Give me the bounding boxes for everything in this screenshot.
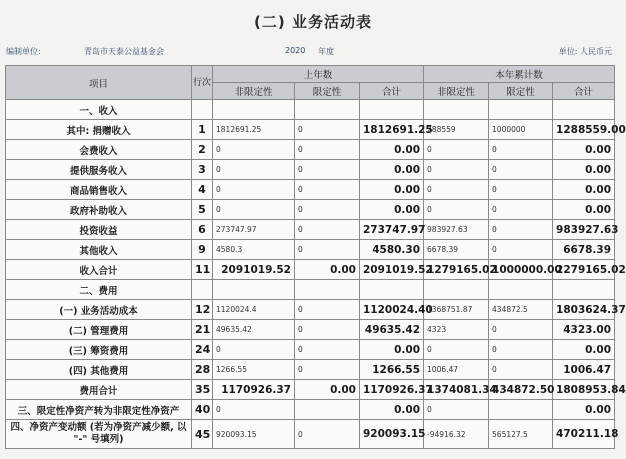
- report-year: 2020: [285, 46, 306, 55]
- cur-restricted: 1000000.00: [489, 260, 553, 280]
- row-item: 其他收入: [6, 240, 192, 260]
- cur-restricted: 1000000: [489, 120, 553, 140]
- empty-cell: [360, 100, 424, 120]
- empty-cell: [192, 280, 213, 300]
- table-row: [6, 180, 615, 200]
- row-line-number: 21: [192, 320, 213, 340]
- cur-unrestricted: 1368751.87: [424, 300, 489, 320]
- header-prev-restricted: 限定性: [295, 83, 360, 100]
- table-row: [6, 240, 615, 260]
- prev-total: 49635.42: [360, 320, 424, 340]
- row-item: 商品销售收入: [6, 180, 192, 200]
- row-item: 投资收益: [6, 220, 192, 240]
- table-row: [6, 300, 615, 320]
- prev-total: 1120024.40: [360, 300, 424, 320]
- table-row: [6, 200, 615, 220]
- prev-unrestricted: 0: [213, 200, 295, 220]
- prev-unrestricted: 4580.3: [213, 240, 295, 260]
- cur-restricted: 434872.50: [489, 380, 553, 400]
- table-row: [6, 280, 615, 300]
- currency-unit: 单位: 人民币元: [558, 47, 612, 56]
- row-line-number: 1: [192, 120, 213, 140]
- cur-total: 470211.18: [553, 420, 615, 449]
- prev-unrestricted: 49635.42: [213, 320, 295, 340]
- cur-restricted: 0: [489, 360, 553, 380]
- row-line-number: 11: [192, 260, 213, 280]
- empty-cell: [424, 280, 489, 300]
- cur-unrestricted: 0: [424, 200, 489, 220]
- prev-restricted: 0: [295, 160, 360, 180]
- cur-restricted: [489, 400, 553, 420]
- prev-total: 1170926.37: [360, 380, 424, 400]
- prev-restricted: [295, 400, 360, 420]
- prev-total: 2091019.52: [360, 260, 424, 280]
- row-line-number: 4: [192, 180, 213, 200]
- cur-unrestricted: 0: [424, 400, 489, 420]
- table-row: [6, 320, 615, 340]
- empty-cell: [295, 100, 360, 120]
- cur-total: 983927.63: [553, 220, 615, 240]
- empty-cell: [213, 100, 295, 120]
- cur-unrestricted: 0: [424, 140, 489, 160]
- prev-total: 1812691.25: [360, 120, 424, 140]
- table-row: [6, 360, 615, 380]
- prev-total: 0.00: [360, 160, 424, 180]
- table-row: [6, 120, 615, 140]
- header-cur-total: 合计: [553, 83, 615, 100]
- header-prev-total: 合计: [360, 83, 424, 100]
- prev-unrestricted: 1170926.37: [213, 380, 295, 400]
- year-unit: 年度: [318, 47, 334, 56]
- prev-restricted: 0: [295, 240, 360, 260]
- row-line-number: 3: [192, 160, 213, 180]
- empty-cell: [360, 280, 424, 300]
- row-item: 其中: 捐赠收入: [6, 120, 192, 140]
- cur-total: 2279165.02: [553, 260, 615, 280]
- empty-cell: [295, 280, 360, 300]
- cur-unrestricted: -94916.32: [424, 420, 489, 449]
- prev-restricted: 0: [295, 300, 360, 320]
- row-line-number: 6: [192, 220, 213, 240]
- row-item: 一、收入: [6, 100, 192, 120]
- header-prev-unrestricted: 非限定性: [213, 83, 295, 100]
- row-item: 会费收入: [6, 140, 192, 160]
- prev-total: 0.00: [360, 140, 424, 160]
- prev-total: 273747.97: [360, 220, 424, 240]
- cur-unrestricted: 1374081.34: [424, 380, 489, 400]
- prev-restricted: 0.00: [295, 260, 360, 280]
- cur-unrestricted: 1279165.02: [424, 260, 489, 280]
- prev-total: 920093.15: [360, 420, 424, 449]
- prev-unrestricted: 0: [213, 140, 295, 160]
- cur-total: 6678.39: [553, 240, 615, 260]
- cur-total: 0.00: [553, 180, 615, 200]
- cur-total: 0.00: [553, 340, 615, 360]
- cur-unrestricted: 288559: [424, 120, 489, 140]
- cur-total: 0.00: [553, 160, 615, 180]
- cur-restricted: 0: [489, 320, 553, 340]
- prev-restricted: 0: [295, 180, 360, 200]
- prev-restricted: 0: [295, 140, 360, 160]
- prev-total: 0.00: [360, 400, 424, 420]
- header-cur-restricted: 限定性: [489, 83, 553, 100]
- prev-unrestricted: 1812691.25: [213, 120, 295, 140]
- prev-restricted: 0: [295, 200, 360, 220]
- prev-restricted: 0: [295, 360, 360, 380]
- empty-cell: [192, 100, 213, 120]
- row-line-number: 24: [192, 340, 213, 360]
- cur-unrestricted: 6678.39: [424, 240, 489, 260]
- table-row: [6, 380, 615, 400]
- table-row: [6, 140, 615, 160]
- cur-total: 1288559.00: [553, 120, 615, 140]
- row-line-number: 45: [192, 420, 213, 449]
- cur-total: 1803624.37: [553, 300, 615, 320]
- row-item: 政府补助收入: [6, 200, 192, 220]
- empty-cell: [553, 100, 615, 120]
- empty-cell: [424, 100, 489, 120]
- header-cur-unrestricted: 非限定性: [424, 83, 489, 100]
- row-item: 四、净资产变动额 (若为净资产减少额, 以 "-" 号填列): [6, 420, 192, 449]
- row-item: 费用合计: [6, 380, 192, 400]
- prev-total: 0.00: [360, 200, 424, 220]
- row-item: (四) 其他费用: [6, 360, 192, 380]
- prev-restricted: 0: [295, 420, 360, 449]
- prev-total: 1266.55: [360, 360, 424, 380]
- cur-restricted: 0: [489, 200, 553, 220]
- row-item: (三) 筹资费用: [6, 340, 192, 360]
- row-line-number: 28: [192, 360, 213, 380]
- activity-table: [5, 65, 626, 449]
- prev-restricted: 0: [295, 220, 360, 240]
- empty-cell: [553, 280, 615, 300]
- prev-unrestricted: 0: [213, 160, 295, 180]
- prev-unrestricted: 2091019.52: [213, 260, 295, 280]
- cur-total: 1006.47: [553, 360, 615, 380]
- cur-restricted: 0: [489, 180, 553, 200]
- cur-unrestricted: 1006.47: [424, 360, 489, 380]
- row-line-number: 5: [192, 200, 213, 220]
- table-row: [6, 400, 615, 420]
- prev-total: 0.00: [360, 340, 424, 360]
- cur-total: 4323.00: [553, 320, 615, 340]
- header-current-year: 本年累计数: [424, 66, 615, 83]
- header-line: 行次: [192, 66, 213, 100]
- prev-total: 4580.30: [360, 240, 424, 260]
- cur-total: 0.00: [553, 140, 615, 160]
- cur-restricted: 0: [489, 240, 553, 260]
- row-item: 三、限定性净资产转为非限定性净资产: [6, 400, 192, 420]
- table-row: [6, 340, 615, 360]
- prev-total: 0.00: [360, 180, 424, 200]
- prev-unrestricted: 1266.55: [213, 360, 295, 380]
- row-line-number: 9: [192, 240, 213, 260]
- cur-unrestricted: 0: [424, 180, 489, 200]
- row-item: (二) 管理费用: [6, 320, 192, 340]
- cur-restricted: 0: [489, 340, 553, 360]
- row-item: 提供服务收入: [6, 160, 192, 180]
- cur-restricted: 0: [489, 140, 553, 160]
- cur-unrestricted: 0: [424, 340, 489, 360]
- empty-cell: [489, 100, 553, 120]
- org-label: 编制单位:: [6, 47, 41, 56]
- prev-unrestricted: 0: [213, 180, 295, 200]
- table-row: [6, 260, 615, 280]
- prev-restricted: 0: [295, 120, 360, 140]
- row-line-number: 35: [192, 380, 213, 400]
- report-title: (二) 业务活动表: [254, 13, 372, 31]
- table-row: [6, 160, 615, 180]
- cur-total: 1808953.84: [553, 380, 615, 400]
- row-line-number: 40: [192, 400, 213, 420]
- row-item: (一) 业务活动成本: [6, 300, 192, 320]
- prev-unrestricted: 0: [213, 400, 295, 420]
- cur-total: 0.00: [553, 400, 615, 420]
- cur-unrestricted: 983927.63: [424, 220, 489, 240]
- header-prev-year: 上年数: [213, 66, 424, 83]
- prev-unrestricted: 273747.97: [213, 220, 295, 240]
- empty-cell: [213, 280, 295, 300]
- empty-cell: [489, 280, 553, 300]
- cur-restricted: 434872.5: [489, 300, 553, 320]
- row-line-number: 2: [192, 140, 213, 160]
- row-line-number: 12: [192, 300, 213, 320]
- cur-unrestricted: 0: [424, 160, 489, 180]
- table-row: [6, 220, 615, 240]
- prev-unrestricted: 1120024.4: [213, 300, 295, 320]
- prev-unrestricted: 920093.15: [213, 420, 295, 449]
- cur-restricted: 0: [489, 160, 553, 180]
- row-item: 二、费用: [6, 280, 192, 300]
- prev-restricted: 0: [295, 340, 360, 360]
- cur-total: 0.00: [553, 200, 615, 220]
- org-value: 青岛市天泰公益基金会: [84, 47, 164, 56]
- prev-restricted: 0.00: [295, 380, 360, 400]
- table-row: [6, 420, 615, 449]
- header-item: 项目: [6, 66, 192, 100]
- cur-restricted: 0: [489, 220, 553, 240]
- prev-unrestricted: 0: [213, 340, 295, 360]
- cur-restricted: 565127.5: [489, 420, 553, 449]
- prev-restricted: 0: [295, 320, 360, 340]
- row-item: 收入合计: [6, 260, 192, 280]
- cur-unrestricted: 4323: [424, 320, 489, 340]
- table-row: [6, 100, 615, 120]
